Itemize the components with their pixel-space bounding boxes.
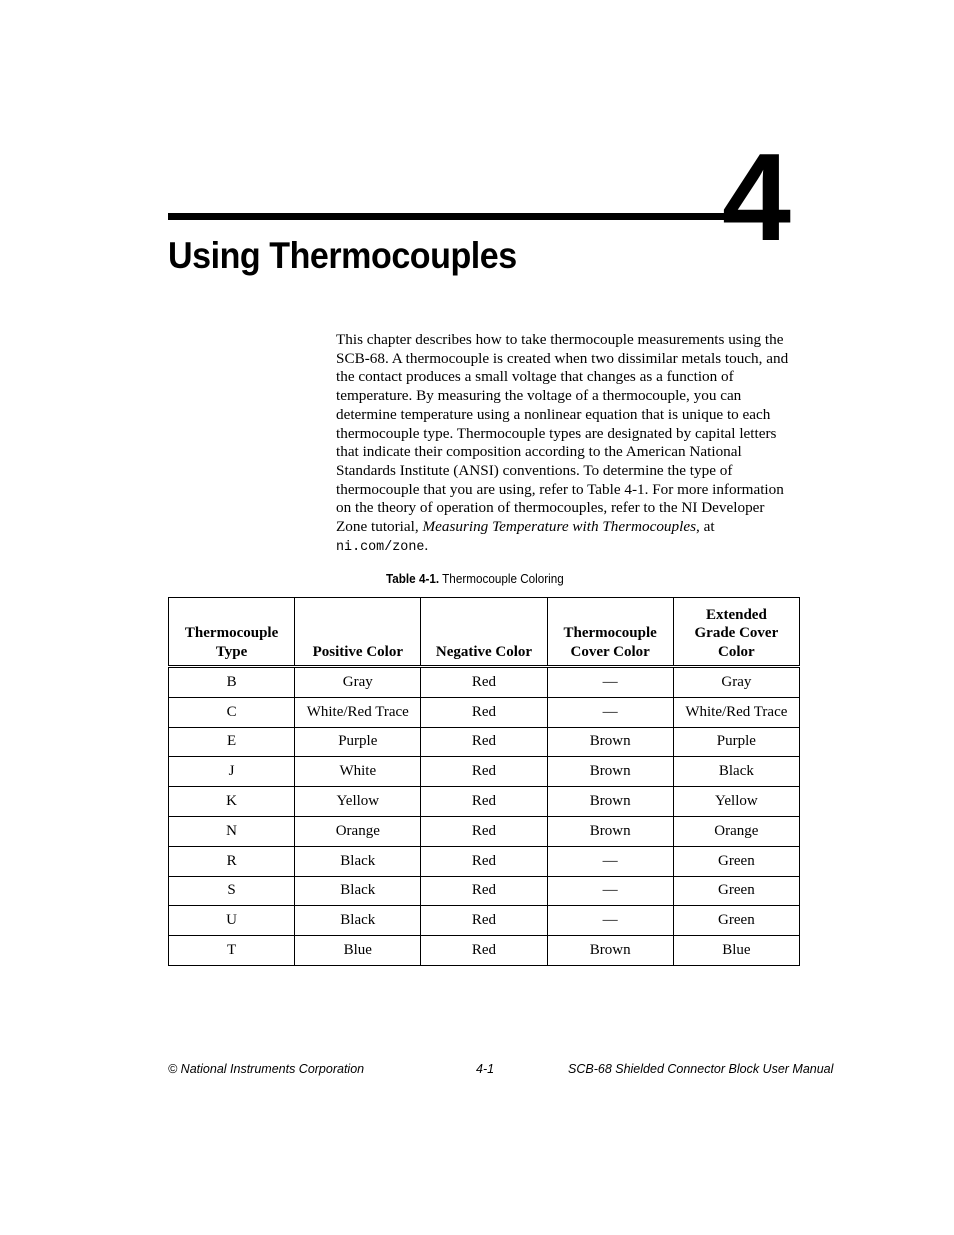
table-cell: Purple <box>295 727 421 757</box>
column-header-text: Negative Color <box>435 643 533 660</box>
intro-line <box>336 537 802 558</box>
column-header-text: Cover Color <box>570 643 650 660</box>
table-cell: — <box>547 697 673 727</box>
table-cell: Green <box>673 876 799 906</box>
table-row <box>169 667 800 698</box>
table-cell: — <box>547 876 673 906</box>
table-cell: Gray <box>673 667 799 698</box>
intro-line: thermocouple that you are using, refer to Table 4-1. For more information <box>336 480 784 498</box>
table-row <box>169 876 800 906</box>
footer-manual-title: SCB-68 Shielded Connector Block User Manual <box>568 1062 834 1076</box>
column-header-text: Color <box>718 643 755 660</box>
table-row <box>169 846 800 876</box>
table-cell: Brown <box>547 936 673 966</box>
table-cell: Brown <box>547 727 673 757</box>
intro-line: This chapter describes how to take thermocouple measurements using the <box>336 331 784 348</box>
intro-line: determine temperature using a nonlinear equation that is unique to each <box>336 405 771 423</box>
column-header-text: Positive Color <box>312 643 403 660</box>
table-cell: Red <box>421 787 547 817</box>
table-cell: Green <box>673 906 799 936</box>
column-header-text: Type <box>215 643 248 660</box>
table-cell: R <box>169 846 295 876</box>
table-row <box>169 816 800 846</box>
intro-text: Zone tutorial, <box>336 518 423 536</box>
table-cell: Red <box>421 906 547 936</box>
column-header-text: Thermocouple <box>184 625 279 641</box>
column-header <box>421 598 547 667</box>
thermocouple-coloring-table <box>168 597 800 966</box>
table-row <box>169 697 800 727</box>
table-cell: Green <box>673 846 799 876</box>
intro-text: , at <box>695 518 715 536</box>
table-cell: Orange <box>673 816 799 846</box>
table-cell: Gray <box>295 667 421 698</box>
column-header <box>547 598 673 667</box>
column-header-text: Extended <box>705 606 767 623</box>
table-cell: Orange <box>295 816 421 846</box>
table-cell: Red <box>421 876 547 906</box>
table-caption-label: Table 4-1. <box>386 571 440 586</box>
table-cell: S <box>169 876 295 906</box>
intro-line <box>336 518 802 537</box>
chapter-rule <box>168 213 726 220</box>
footer-copyright: © National Instruments Corporation <box>168 1062 365 1076</box>
table-caption-text: Thermocouple Coloring <box>442 571 564 586</box>
intro-paragraph <box>336 331 802 557</box>
table-cell: White <box>295 757 421 787</box>
table-cell: Red <box>421 697 547 727</box>
table-cell: Purple <box>673 727 799 757</box>
table-cell: Brown <box>547 816 673 846</box>
table-cell: Black <box>295 876 421 906</box>
table-row <box>169 787 800 817</box>
table-row <box>169 906 800 936</box>
table-cell: Black <box>295 846 421 876</box>
intro-line: temperature. By measuring the voltage of a thermocouple, you can <box>336 387 742 405</box>
intro-line: that indicate their composition according to the American National <box>336 443 742 461</box>
table-cell: U <box>169 906 295 936</box>
table-body <box>169 667 800 966</box>
table-cell: — <box>547 667 673 698</box>
column-header <box>295 598 421 667</box>
table-cell: E <box>169 727 295 757</box>
table-cell: Red <box>421 846 547 876</box>
table-row <box>169 727 800 757</box>
table-cell: — <box>547 846 673 876</box>
table-header-row <box>169 598 800 667</box>
table-cell: — <box>547 906 673 936</box>
table-cell: Red <box>421 816 547 846</box>
table-cell: K <box>169 787 295 817</box>
intro-text: . <box>424 536 429 554</box>
table-cell: C <box>169 697 295 727</box>
table-cell: T <box>169 936 295 966</box>
table-cell: Blue <box>295 936 421 966</box>
table-row <box>169 936 800 966</box>
table-cell: B <box>169 667 295 698</box>
column-header <box>169 598 295 667</box>
intro-line: Standards Institute (ANSI) conventions. To determine the type of <box>336 461 733 479</box>
table-cell: N <box>169 816 295 846</box>
column-header <box>673 598 799 667</box>
table-caption <box>386 571 564 586</box>
column-header-text: Thermocouple <box>563 625 657 641</box>
table-cell: Yellow <box>295 787 421 817</box>
tutorial-title: Measuring Temperature with Thermocouples <box>422 518 696 536</box>
intro-line: on the theory of operation of thermocouples, refer to the NI Developer <box>336 499 765 517</box>
table-cell: Brown <box>547 787 673 817</box>
table-cell: Red <box>421 936 547 966</box>
table-cell: Black <box>673 757 799 787</box>
table-cell: Black <box>295 906 421 936</box>
table-cell: Blue <box>673 936 799 966</box>
table-cell: White/Red Trace <box>673 697 799 727</box>
table-cell: White/Red Trace <box>295 697 421 727</box>
intro-line: thermocouple type. Thermocouple types are designated by capital letters <box>336 424 777 442</box>
table-cell: J <box>169 757 295 787</box>
table-cell: Red <box>421 667 547 698</box>
table-cell: Red <box>421 757 547 787</box>
chapter-title: Using Thermocouples <box>168 235 517 276</box>
table-cell: Red <box>421 727 547 757</box>
table-cell: Yellow <box>673 787 799 817</box>
intro-line: SCB-68. A thermocouple is created when two dissimilar metals touch, and <box>336 349 789 367</box>
footer-page-number: 4-1 <box>476 1062 495 1076</box>
column-header-text: Grade Cover <box>694 625 779 641</box>
zone-link[interactable]: ni.com/zone <box>336 539 425 555</box>
intro-line: the contact produces a small voltage that changes as a function of <box>336 368 734 386</box>
table-row <box>169 757 800 787</box>
chapter-number: 4 <box>722 129 789 267</box>
table-cell: Brown <box>547 757 673 787</box>
